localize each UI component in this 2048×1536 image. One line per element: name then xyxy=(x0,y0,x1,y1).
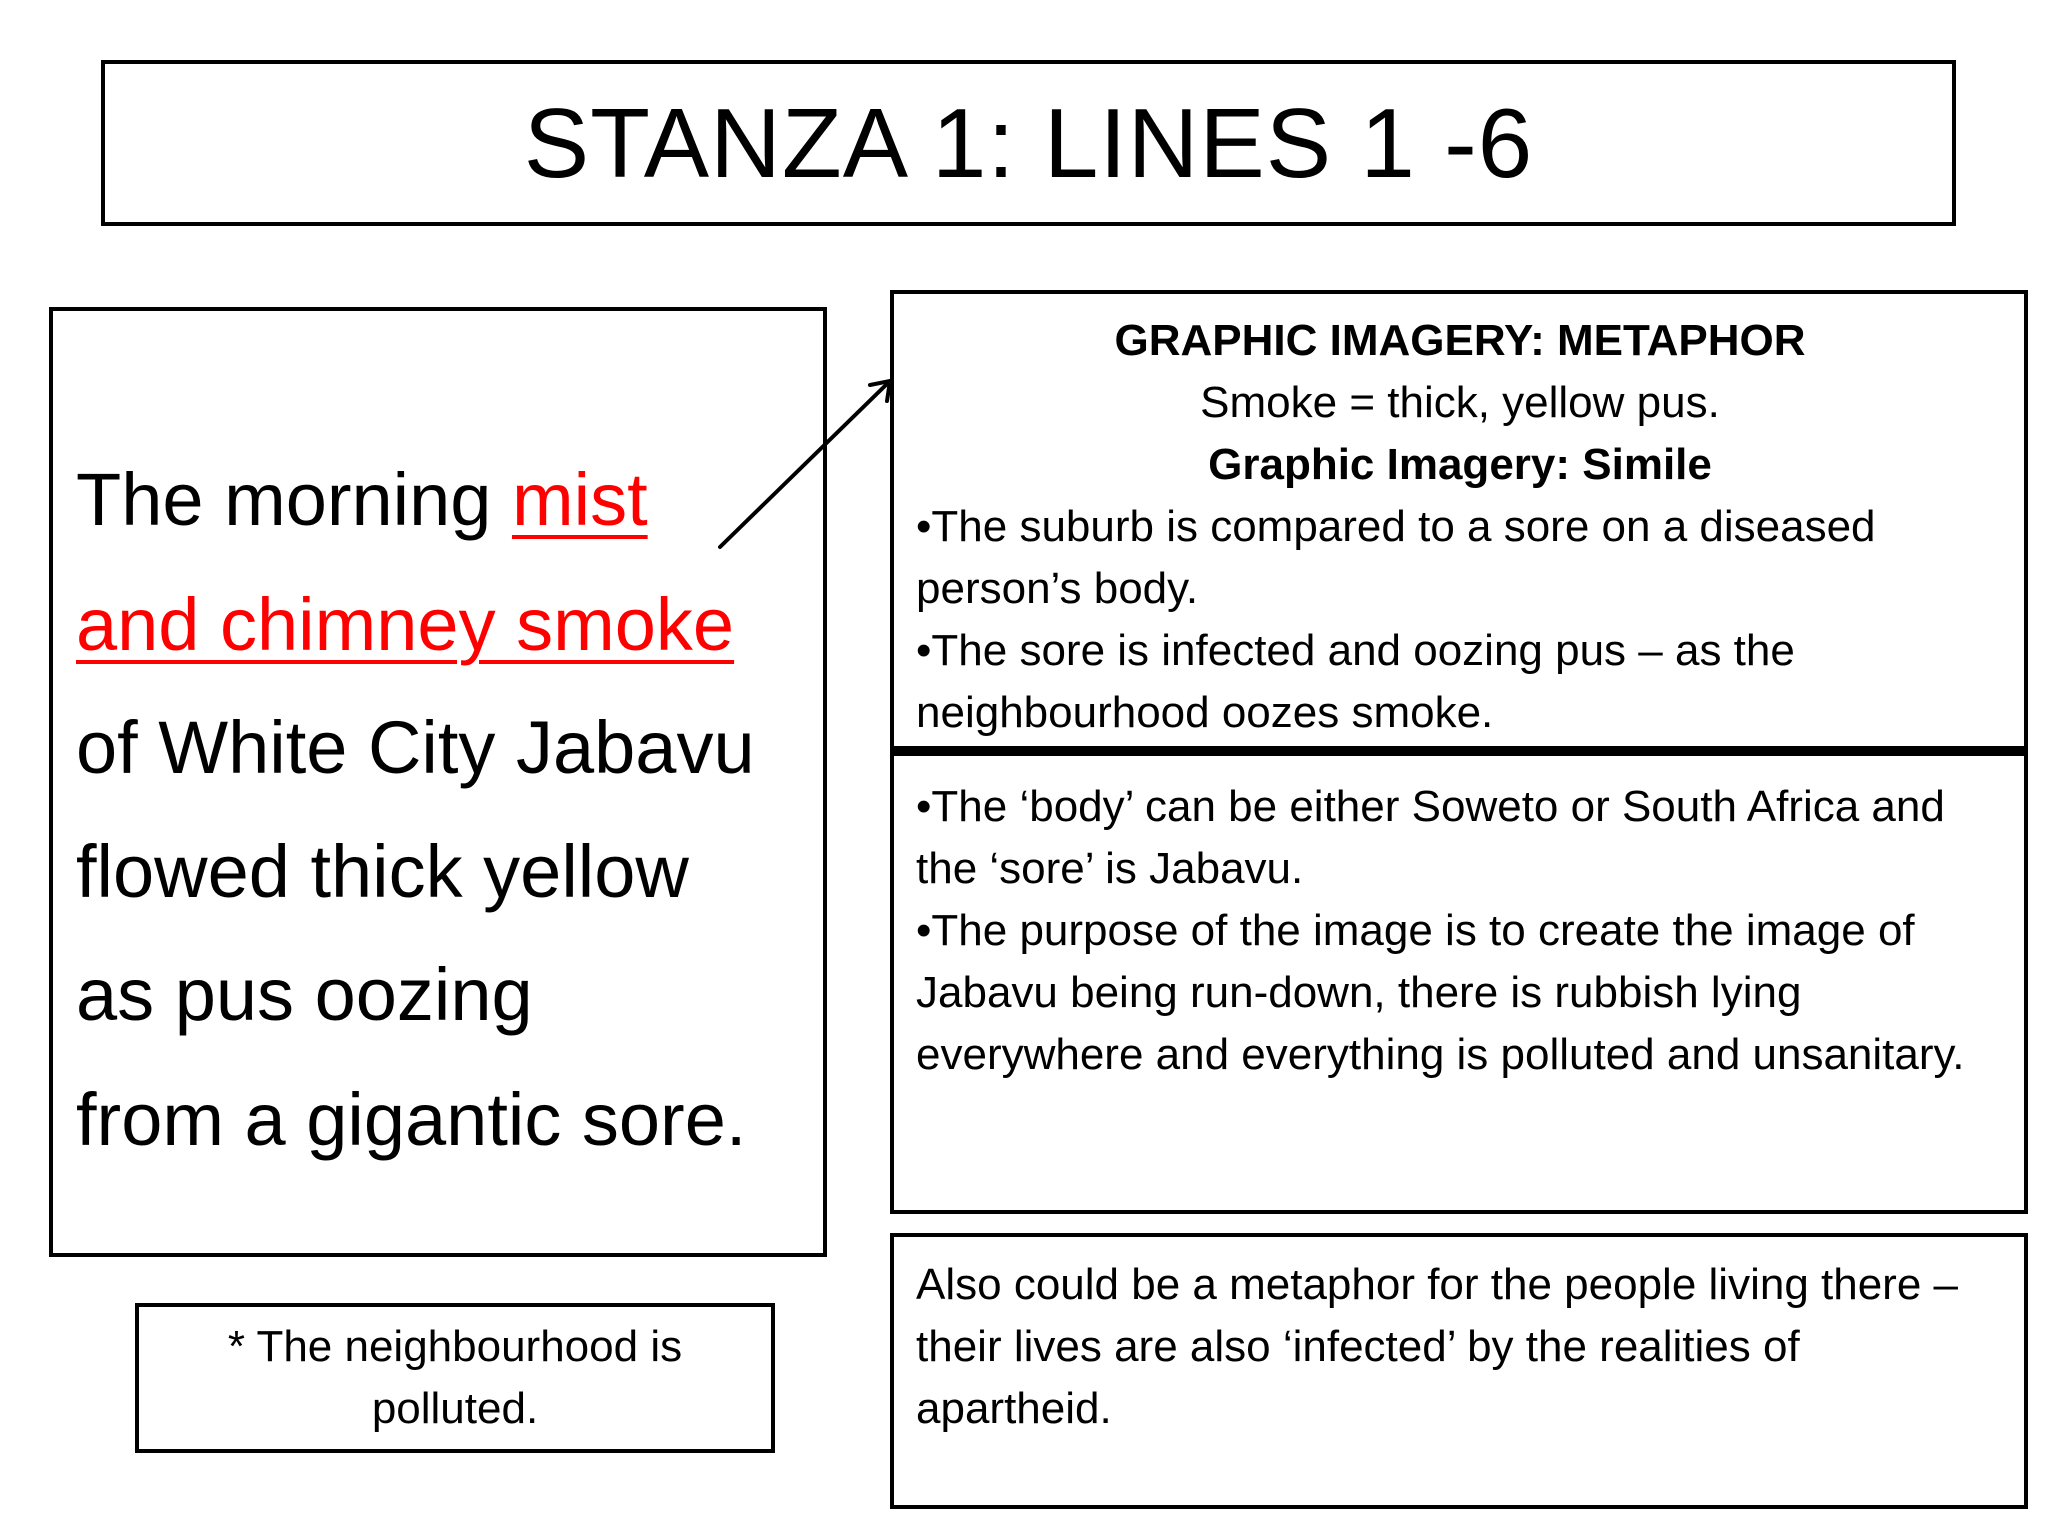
extension-bullet-2: •The purpose of the image is to create the image of Jabavu being run-down, there is rubbish lying everywhere and everything is polluted and unsanitary. xyxy=(916,906,1965,1079)
apartheid-box xyxy=(890,1233,2028,1509)
apartheid-text: Also could be a metaphor for the people living there – their lives are also ‘infected’ by the realities of apartheid. xyxy=(916,1260,1958,1433)
arrow-head xyxy=(870,381,890,401)
note-box xyxy=(135,1303,775,1453)
poem-line-2: and chimney smoke xyxy=(76,583,735,666)
poem-line-3: of White City Jabavu xyxy=(76,706,755,789)
poem-line-1 xyxy=(76,458,648,541)
simile-heading: Graphic Imagery: Simile xyxy=(1208,440,1712,489)
metaphor-box xyxy=(890,290,2028,752)
extension-box xyxy=(890,752,2028,1214)
extension-bullet-1: •The ‘body’ can be either Soweto or South Africa and the ‘sore’ is Jabavu. xyxy=(916,782,1945,893)
poem-line-6: from a gigantic sore. xyxy=(76,1078,747,1161)
slide-title: STANZA 1: LINES 1 -6 xyxy=(523,87,1534,198)
note-line-1: * The neighbourhood is xyxy=(227,1322,683,1371)
poem-line-1-text: The morning xyxy=(76,458,512,541)
metaphor-heading: GRAPHIC IMAGERY: METAPHOR xyxy=(1114,316,1806,365)
poem-highlight-mist: mist xyxy=(511,458,648,541)
metaphor-equation: Smoke = thick, yellow pus. xyxy=(1200,378,1720,427)
title-box xyxy=(101,60,1956,226)
simile-bullet-1: •The suburb is compared to a sore on a diseased person’s body. xyxy=(916,502,1876,613)
simile-bullet-2: •The sore is infected and oozing pus – as the neighbourhood oozes smoke. xyxy=(916,626,1795,737)
poem-line-5: as pus oozing xyxy=(76,953,533,1036)
poem-line-4: flowed thick yellow xyxy=(76,830,689,913)
poem-box xyxy=(49,307,827,1257)
note-line-2: polluted. xyxy=(371,1384,539,1433)
